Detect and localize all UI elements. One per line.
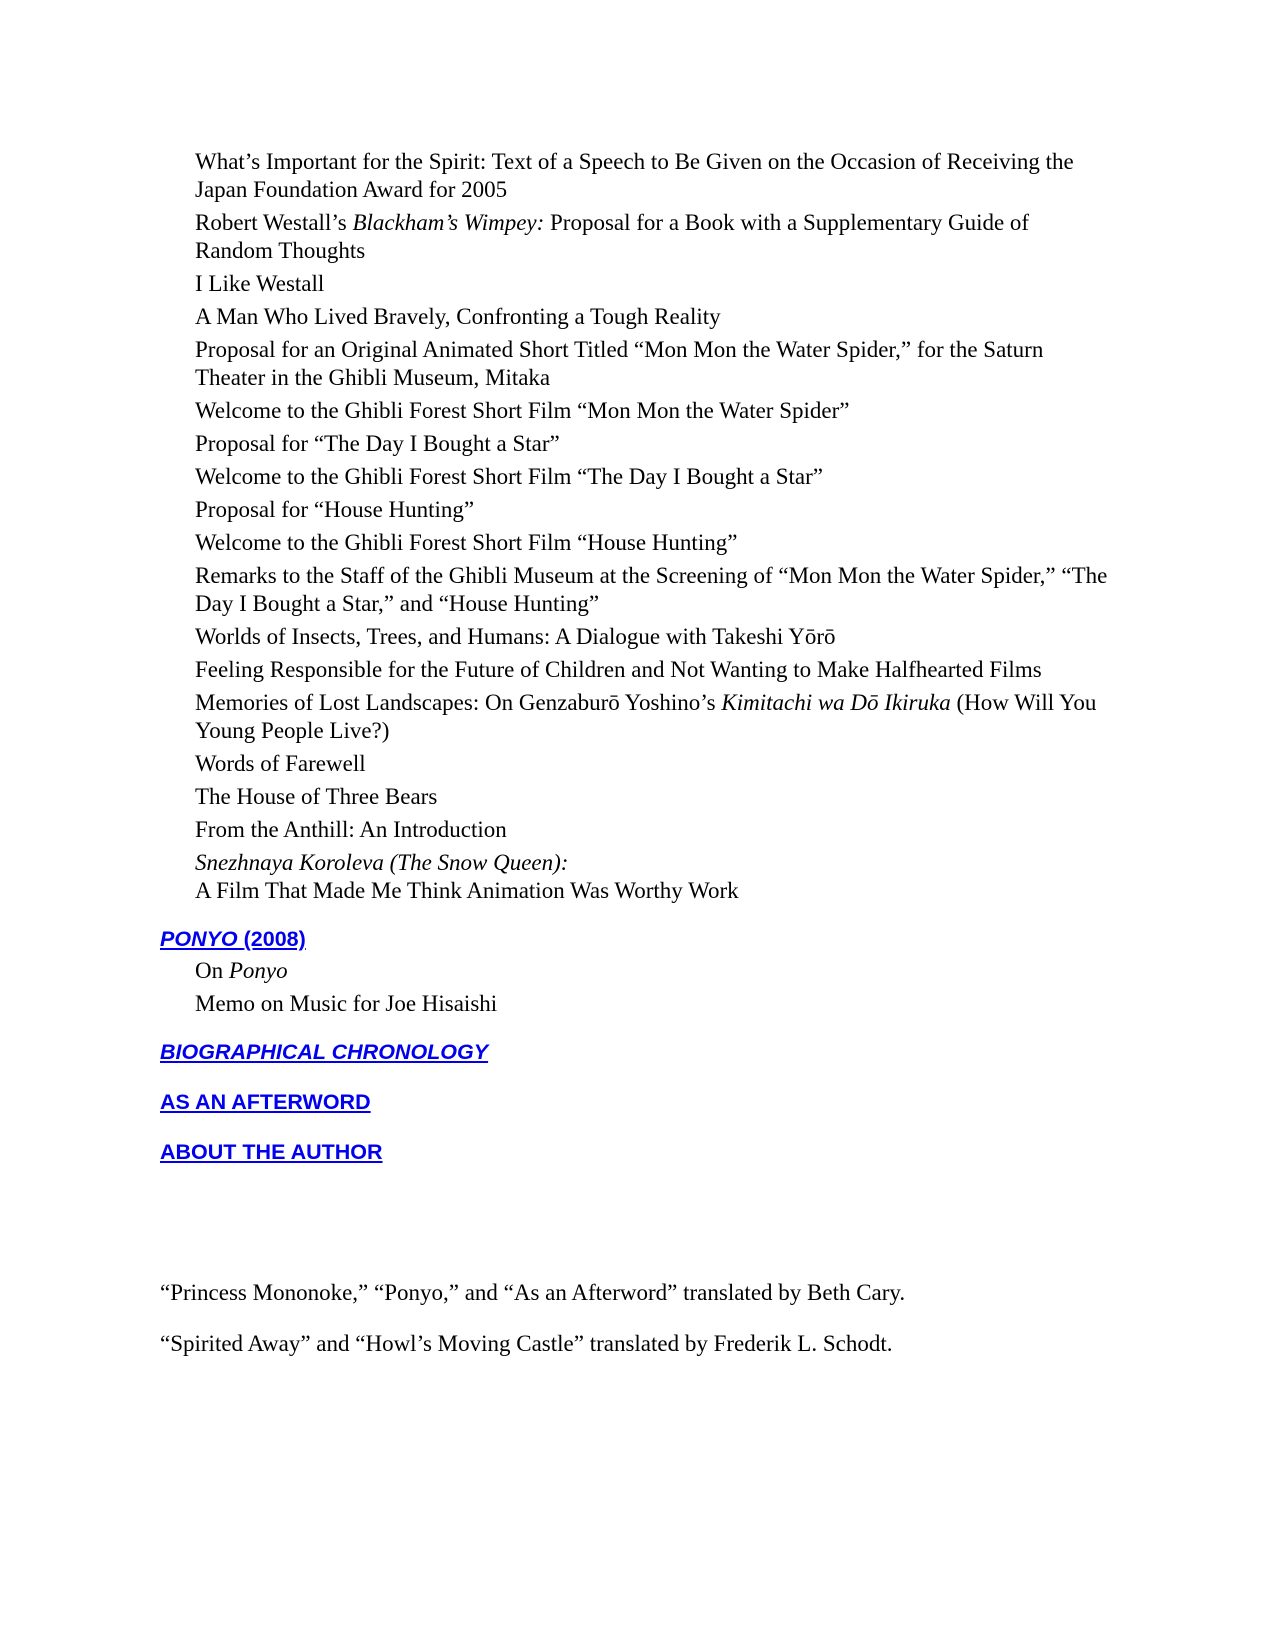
section-heading-ponyo [160,925,1110,953]
toc-item-star-welcome[interactable]: Welcome to the Ghibli Forest Short Film “The Day I Bought a Star” [195,464,823,489]
section-heading-afterword [160,1088,1110,1116]
toc-item-on-ponyo[interactable]: On Ponyo [195,958,288,983]
toc-item-spirit-speech[interactable]: What’s Important for the Spirit: Text of a Speech to Be Given on the Occasion of Receiving the Japan Foundation Award for 2005 [195,149,1074,202]
credit-line-beth-cary: “Princess Mononoke,” “Ponyo,” and “As an Afterword” translated by Beth Cary. [160,1280,906,1305]
toc-item-responsible-children[interactable]: Feeling Responsible for the Future of Children and Not Wanting to Make Halfhearted Films [195,657,1042,682]
section-heading-chronology [160,1038,1110,1066]
toc-item-words-farewell[interactable]: Words of Farewell [195,751,366,776]
toc-item-snow-queen[interactable]: Snezhnaya Koroleva (The Snow Queen): A Film That Made Me Think Animation Was Worthy Work [195,850,739,903]
toc-item-museum-remarks[interactable]: Remarks to the Staff of the Ghibli Museum at the Screening of “Mon Mon the Water Spider,” “The Day I Bought a Star,” and “House Hunting” [195,563,1108,616]
toc-item-mon-mon-welcome[interactable]: Welcome to the Ghibli Forest Short Film “Mon Mon the Water Spider” [195,398,850,423]
credit-line-frederik-schodt: “Spirited Away” and “Howl’s Moving Castle” translated by Frederik L. Schodt. [160,1331,893,1356]
toc-item-i-like-westall[interactable]: I Like Westall [195,271,325,296]
toc-item-star-proposal[interactable]: Proposal for “The Day I Bought a Star” [195,431,560,456]
toc-item-man-lived-bravely[interactable]: A Man Who Lived Bravely, Confronting a Tough Reality [195,304,721,329]
toc-item-house-hunting-welcome[interactable]: Welcome to the Ghibli Forest Short Film “House Hunting” [195,530,738,555]
toc-item-anthill[interactable]: From the Anthill: An Introduction [195,817,507,842]
toc-item-lost-landscapes[interactable]: Memories of Lost Landscapes: On Genzaburō Yoshino’s Kimitachi wa Dō Ikiruka (How Will You Young People Live?) [195,690,1097,743]
translation-credits [160,1279,1110,1358]
toc-item-insects-dialogue[interactable]: Worlds of Insects, Trees, and Humans: A Dialogue with Takeshi Yōrō [195,624,836,649]
afterword-link[interactable]: AS AN AFTERWORD [160,1090,371,1114]
toc-list-spirit [160,148,1110,905]
ponyo-link[interactable]: PONYO (2008) [160,927,306,951]
chronology-link[interactable]: BIOGRAPHICAL CHRONOLOGY [160,1040,489,1064]
toc-item-three-bears[interactable]: The House of Three Bears [195,784,438,809]
section-heading-author [160,1138,1110,1166]
toc-item-music-memo[interactable]: Memo on Music for Joe Hisaishi [195,991,498,1016]
toc-item-mon-mon-proposal[interactable]: Proposal for an Original Animated Short Titled “Mon Mon the Water Spider,” for the Saturn Theater in the Ghibli Museum, Mitaka [195,337,1044,390]
toc-item-blackhams-wimpey[interactable]: Robert Westall’s Blackham’s Wimpey: Proposal for a Book with a Supplementary Guide of Random Thoughts [195,210,1030,263]
toc-item-house-hunting-proposal[interactable]: Proposal for “House Hunting” [195,497,475,522]
toc-page [160,148,1110,1381]
about-author-link[interactable]: ABOUT THE AUTHOR [160,1140,383,1164]
toc-list-ponyo [160,957,1110,1018]
